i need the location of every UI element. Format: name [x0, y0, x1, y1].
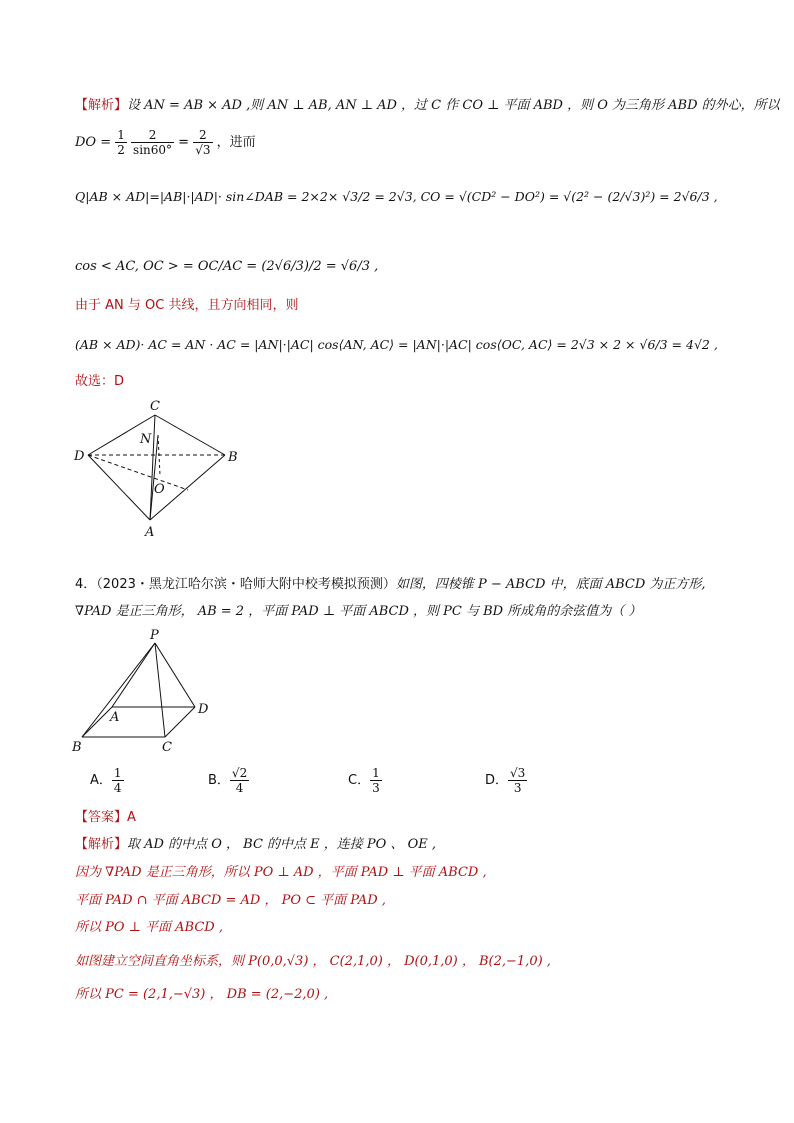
- tetrahedron-figure: [70, 395, 250, 545]
- solution-line-4: 所以 PO ⊥ 平面 ABCD ,: [75, 920, 223, 935]
- solution-line-6: 所以 PC = (2,1,−√3) ， DB = (2,−2,0) ,: [75, 987, 329, 1002]
- label-a: A: [145, 525, 155, 540]
- fraction-2-sqrt3: $\frac{2}{√3}$: [195, 128, 211, 157]
- analysis-text-1: 设 AN = AB × AD ,则 AN ⊥ AB, AN ⊥ AD ，过 C 作 CO ⊥ 平面 ABD ，则 O 为三角形 ABD 的外心，所以: [127, 98, 780, 113]
- label-d: D: [198, 702, 209, 717]
- label-o: O: [154, 482, 165, 497]
- choose-answer: 故选：D: [75, 374, 125, 389]
- label-b: B: [228, 450, 238, 465]
- question-4-line-1: [75, 576, 706, 594]
- fraction-half: $\frac{1}{2}$: [117, 128, 125, 157]
- question-number: 4．: [75, 577, 97, 592]
- label-a: A: [110, 710, 120, 725]
- dashed-d-mid: [88, 455, 188, 490]
- edge-cd: [165, 707, 195, 737]
- pyramid-figure: [70, 625, 230, 755]
- analysis-line-2: DO = $\frac{1}{2}$ $\frac{2}{\sin 60^\circ}$ = $\frac{2}{√3}$ ，进而: [75, 128, 256, 157]
- option-b[interactable]: B． $\frac{√2}{4}$: [208, 766, 248, 795]
- edge-ba: [82, 707, 112, 737]
- analysis-line-4: cos < AC, OC > = OC/AC = (2√6/3)/2 = √6/3 ,: [75, 259, 379, 274]
- option-c[interactable]: C． $\frac{1}{3}$: [348, 766, 380, 795]
- solution-label: 【解析】: [75, 837, 128, 852]
- analysis-label: 【解析】: [75, 98, 128, 113]
- label-c: C: [162, 740, 172, 755]
- fraction-sin60: $\frac{2}{\sin 60^\circ}$: [133, 128, 173, 157]
- do-prefix: DO =: [75, 135, 112, 150]
- label-c: C: [150, 399, 160, 414]
- label-p: P: [150, 628, 159, 643]
- option-d[interactable]: D． $\frac{√3}{3}$: [485, 766, 526, 795]
- answer-label: 【答案】: [75, 810, 128, 825]
- question-4-line-2: ∇PAD 是正三角形， AB = 2 ，平面 PAD ⊥ 平面 ABCD ，则 PC 与 BD 所成角的余弦值为（ ）: [75, 604, 642, 619]
- analysis-line-1: [75, 97, 780, 115]
- solution-line-3: 平面 PAD ∩ 平面 ABCD = AD ， PO ⊂ 平面 PAD ,: [75, 893, 386, 908]
- then-text: ，进而: [216, 135, 256, 150]
- segment-an: [150, 435, 158, 520]
- analysis-line-3: Q|AB × AD|=|AB|·|AD|· sin∠DAB = 2×2× √3/2 = 2√3, CO = √(CD² − DO²) = √(2² − (2/√3)²) = 2√6/3 ,: [75, 189, 718, 204]
- label-d: D: [74, 449, 85, 464]
- edge-pa: [112, 643, 155, 707]
- answer-value: A: [127, 810, 136, 825]
- edge-da: [88, 455, 150, 520]
- solution-line-5: 如图建立空间直角坐标系，则 P(0,0,√3) ， C(2,1,0) ， D(0,1,0) ， B(2,−1,0) ,: [75, 954, 551, 969]
- analysis-line-5: 由于 AN 与 OC 共线，且方向相同，则: [75, 298, 299, 313]
- edge-ca: [150, 415, 155, 520]
- question-source: （2023・黑龙江哈尔滨・哈师大附中校考模拟预测）: [96, 577, 396, 592]
- edge-cb: [155, 415, 225, 455]
- analysis-line-6: (AB × AD)· AC = AN · AC = |AN|·|AC| cos⟨AN, AC⟩ = |AN|·|AC| cos⟨OC, AC⟩ = 2√3 × 2 × √6/3 = 4√2 ,: [75, 337, 718, 352]
- label-b: B: [72, 740, 82, 755]
- question-text-1: 如图，四棱锥 P − ABCD 中，底面 ABCD 为正方形,: [395, 577, 706, 592]
- label-n: N: [140, 432, 152, 447]
- solution-line-2: 因为 ∇PAD 是正三角形，所以 PO ⊥ AD ，平面 PAD ⊥ 平面 ABCD ,: [75, 865, 487, 880]
- answer-line: [75, 809, 136, 827]
- option-a[interactable]: A． $\frac{1}{4}$: [90, 766, 122, 795]
- solution-line-1: 【解析】取 AD 的中点 O ， BC 的中点 E ，连接 PO 、 OE ,: [75, 837, 436, 852]
